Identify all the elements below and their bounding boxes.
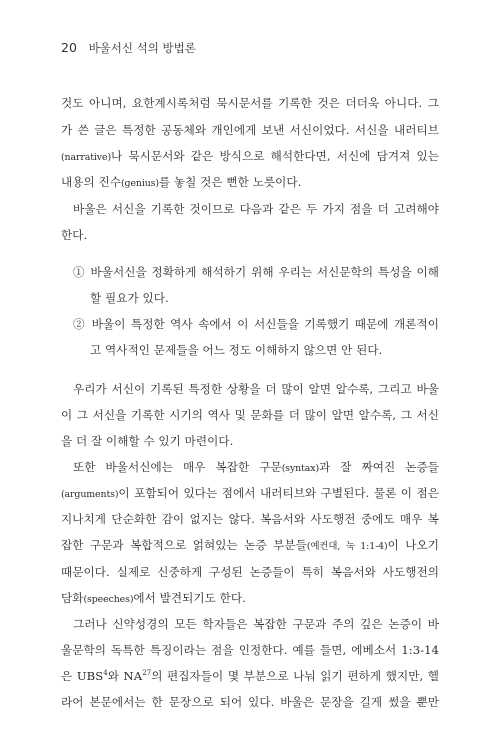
text-run: (syntax) [281, 463, 320, 474]
text-run: 을 더 잘 이해할 수 있기 마련이다. [61, 434, 234, 448]
body-line [61, 643, 439, 657]
body-line [61, 512, 439, 526]
text-run: ① 바울서신을 정확하게 해석하기 위해 우리는 서신문학의 특성을 이해 [73, 265, 439, 279]
text-run: 담화 [61, 591, 84, 605]
text-run: 때문이다. 실제로 신중하게 구성된 논증들이 특히 복음서와 사도행전의 [61, 565, 439, 579]
body-line [61, 591, 246, 607]
list-item [73, 265, 439, 279]
text-run: 고 역사적인 문제들을 어느 정도 이해하지 않으면 안 된다. [90, 343, 383, 357]
list-item-continuation [90, 343, 382, 357]
text-run: 이 그 서신을 기록한 시기의 역사 및 문화를 더 많이 알면 알수록, 그 서신 [61, 408, 439, 422]
body-line [73, 617, 439, 631]
body-line [73, 382, 439, 396]
text-run: 바울은 서신을 기록한 것이므로 다음과 같은 두 가지 점을 더 고려해야 [73, 202, 439, 216]
page-number: 20 [61, 40, 77, 55]
text-run: 가 쓴 글은 특정한 공동체와 개인에게 보낸 서신이었다. 서신을 내러티브 [61, 123, 439, 137]
body-line [61, 149, 439, 165]
running-head [61, 40, 196, 56]
text-run: 의 편집자들이 몇 부분으로 나눠 읽기 편하게 했지만, 헬 [151, 669, 440, 683]
body-line [73, 460, 439, 476]
text-run: (예컨대, 눅 1:1-4) [306, 541, 388, 552]
body-line [61, 669, 439, 683]
body-line [61, 96, 439, 110]
body-line [61, 486, 439, 502]
superscript: 4 [103, 669, 108, 677]
body-line [61, 538, 439, 554]
text-run: 이 포함되어 있다는 점에서 내러티브와 구별된다. 물론 이 점은 [118, 486, 439, 500]
body-line [61, 565, 439, 579]
body-line [73, 202, 439, 216]
list-item-continuation [90, 291, 169, 305]
text-run: 내용의 진수 [61, 175, 121, 189]
body-line [61, 123, 439, 137]
text-run: 나 묵시문서와 같은 방식으로 해석한다면, 서신에 담겨져 있는 [111, 149, 439, 163]
text-run: (arguments) [61, 489, 119, 500]
text-run: (narrative) [61, 152, 112, 163]
text-run: 울문학의 독특한 특징이라는 점을 인정한다. 예를 들면, 에베소서 1:3-14 [61, 643, 439, 657]
text-run: 한다. [61, 228, 88, 242]
body-line [61, 228, 87, 242]
text-run: (speeches) [83, 594, 134, 605]
body-line [61, 695, 439, 709]
text-run: 할 필요가 있다. [90, 291, 169, 305]
body-line [61, 408, 439, 422]
text-run: 것도 아니며, 요한계시록처럼 묵시문서를 기록한 것은 더더욱 아니다. 그 [61, 96, 439, 110]
text-run: (genius) [120, 178, 159, 189]
text-run: 은 UBS [61, 669, 104, 683]
text-run: 라어 본문에서는 한 문장으로 되어 있다. 바울은 문장을 길게 썼을 뿐만 [61, 695, 439, 709]
text-run: 를 놓칠 것은 뻔한 노릇이다. [158, 175, 302, 189]
body-line [61, 175, 301, 191]
text-run: 지나치게 단순화한 감이 없지는 않다. 복음서와 사도행전 중에도 매우 복 [61, 512, 439, 526]
superscript: 27 [142, 669, 152, 677]
running-title: 바울서신 석의 방법론 [88, 41, 196, 55]
text-run: 우리가 서신이 기록된 특정한 상황을 더 많이 알면 알수록, 그리고 바울 [73, 382, 439, 396]
text-run: 에서 발견되기도 한다. [133, 591, 246, 605]
text-run: 그러나 신약성경의 모든 학자들은 복잡한 구문과 주의 깊은 논증이 바 [73, 617, 439, 631]
text-run: 과 잘 짜여진 논증들 [319, 460, 440, 474]
text-run: 이 나오기 [387, 538, 440, 552]
text-run: 잡한 구문과 복합적으로 얽혀있는 논증 부분들 [61, 538, 307, 552]
text-run: ② 바울이 특정한 역사 속에서 이 서신들을 기록했기 때문에 개론적이 [73, 317, 439, 331]
text-run: 와 NA [107, 669, 143, 683]
body-line [61, 434, 233, 448]
list-item [73, 317, 439, 331]
text-run: 또한 바울서신에는 매우 복잡한 구문 [73, 460, 282, 474]
